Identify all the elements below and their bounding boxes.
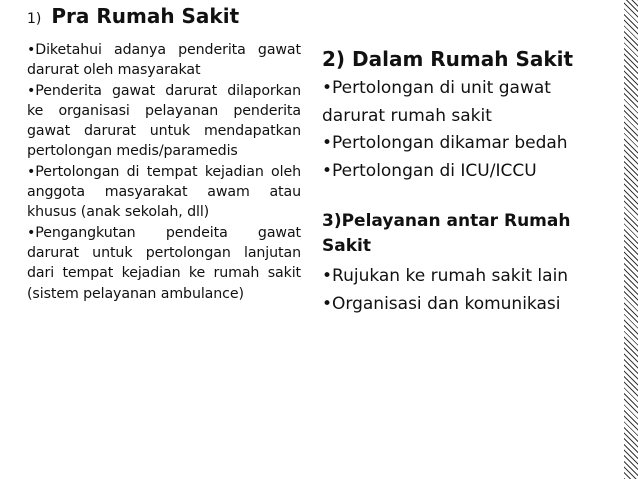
section-2-line-4: •Pertolongan di ICU/ICCU	[322, 160, 537, 181]
bullet-item-3: •Pertolongan di tempat kejadian oleh anggota masyarakat awam atau khusus (anak sekolah, dll)	[27, 163, 301, 221]
decorative-stripe	[624, 0, 638, 479]
section-2-line-1: •Pertolongan di unit gawat	[322, 78, 551, 98]
section-number: 1)	[27, 11, 42, 27]
section-pra-rumah-sakit	[27, 4, 301, 304]
section-3-line-1: •Rujukan ke rumah sakit lain	[322, 266, 569, 286]
bullet-item-1: •Diketahui adanya penderita gawat darurat oleh masyarakat	[27, 42, 301, 79]
section-3-list	[322, 263, 617, 318]
bullet-item-4: •Pengangkutan pendeita gawat darurat untuk pertolongan lanjutan dari tempat kejadian ke rumah sakit (sistem pelayanan ambulance)	[27, 224, 301, 302]
section-2-title: 2) Dalam Rumah Sakit	[322, 47, 574, 71]
section-2-line-3: •Pertolongan dikamar bedah	[322, 133, 568, 153]
section-3-title-line-1: 3)Pelayanan antar Rumah	[322, 211, 571, 231]
section-title-text: Pra Rumah Sakit	[51, 4, 240, 28]
bullet-item-2: •Penderita gawat darurat dilaporkan ke organisasi pelayanan penderita gawat darurat untuk mendapatkan pertolongan medis/paramedis	[27, 82, 301, 160]
section-title	[27, 4, 301, 40]
right-column	[322, 43, 617, 318]
section-3-title-line-2: Sakit	[322, 236, 371, 256]
section-3-line-2: •Organisasi dan komunikasi	[322, 293, 561, 314]
section-3-title	[322, 209, 617, 259]
section-2-list	[322, 75, 617, 185]
section-2-line-2: darurat rumah sakit	[322, 105, 492, 126]
